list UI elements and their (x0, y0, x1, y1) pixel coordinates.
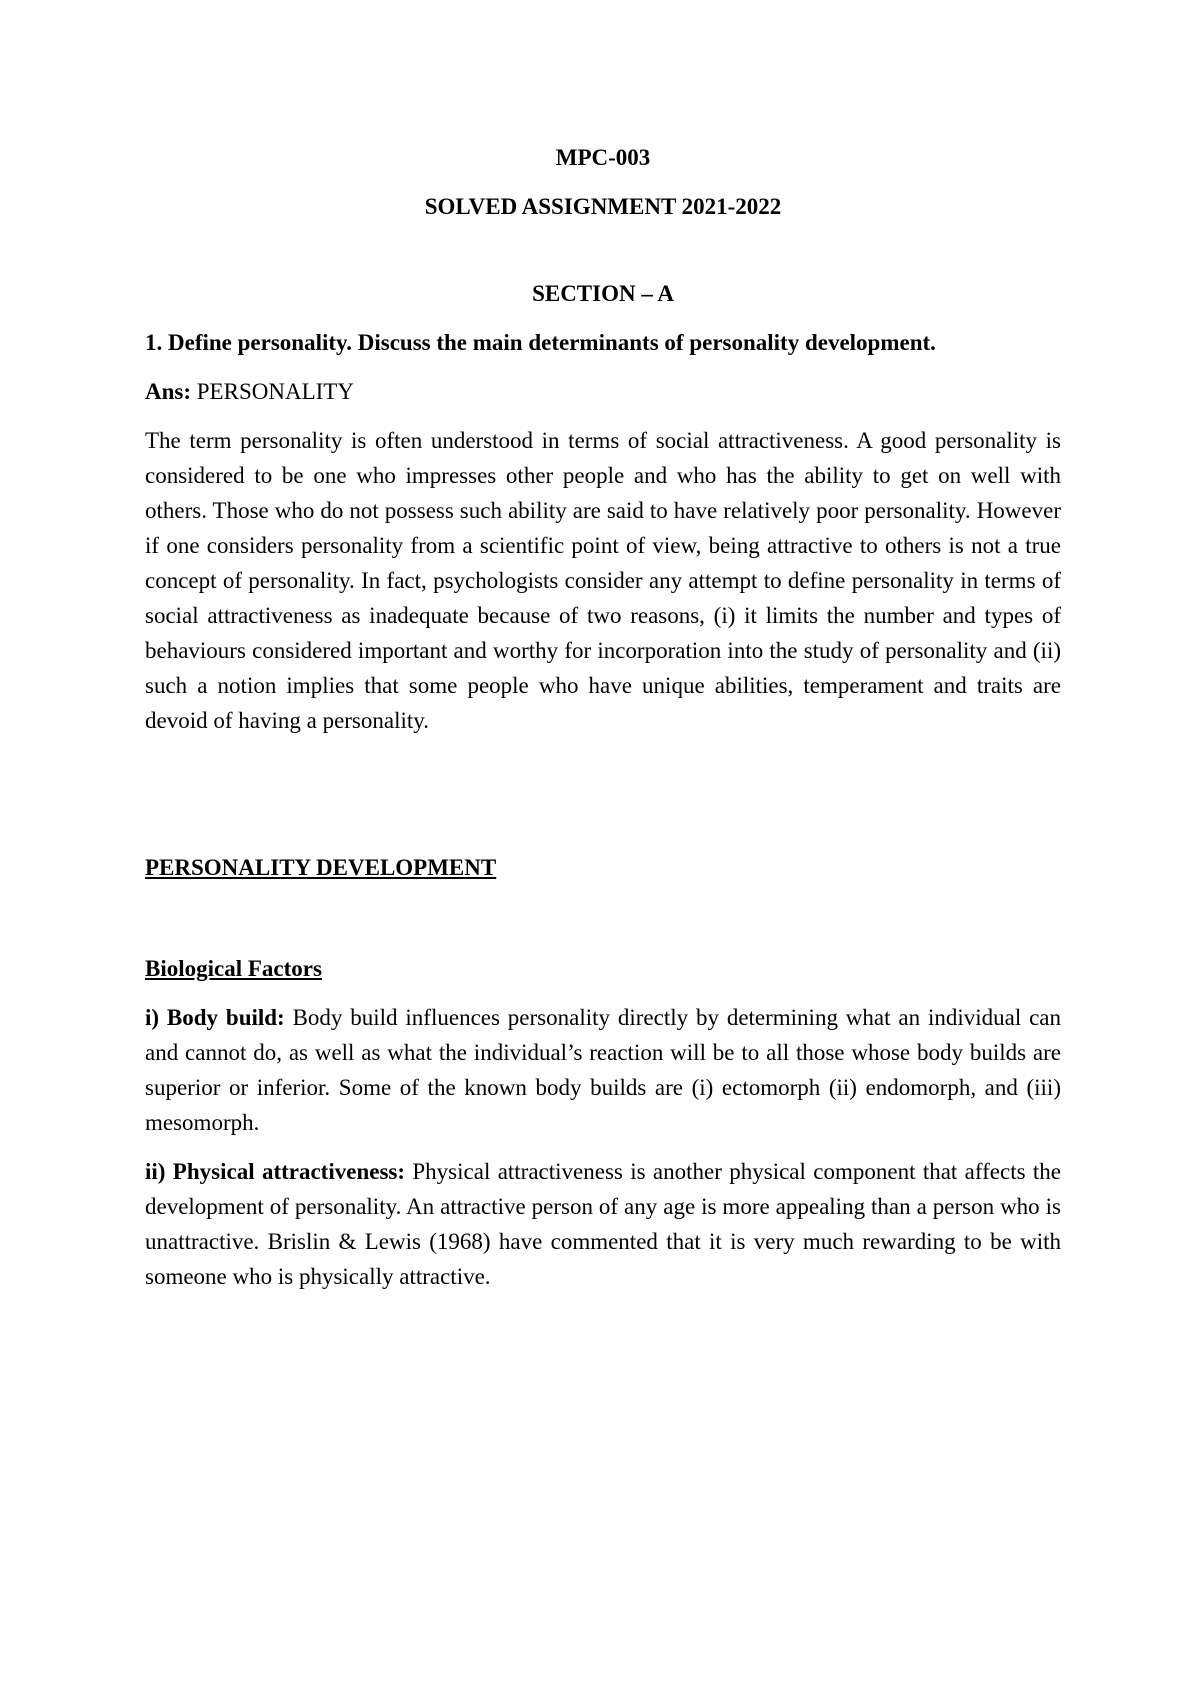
development-heading: PERSONALITY DEVELOPMENT (145, 855, 497, 880)
document-title: MPC-003 (555, 145, 651, 170)
factor-label: ii) Physical attractiveness: (145, 1159, 406, 1184)
question-text: 1. Define personality. Discuss the main determinants of personality development. (145, 330, 936, 355)
biological-heading: Biological Factors (145, 956, 322, 981)
section-heading: SECTION – A (532, 281, 674, 306)
document-subtitle: SOLVED ASSIGNMENT 2021-2022 (424, 194, 782, 219)
factor-physical-attractiveness (145, 1154, 1061, 1294)
factor-label: i) Body build: (145, 1005, 285, 1030)
document-page (145, 140, 1061, 1308)
factor-text: Physical attractiveness is another physical component that affects the development of personality. An attractive person of any age is more appealing than a person who is unattractive. Brislin & Lewis (1968) have commented that it is very much rewarding to be with someone who is physically attractive. (145, 1159, 1062, 1289)
intro-paragraph: The term personality is often understood in terms of social attractiveness. A good personality is considered to be one who impresses other people and who has the ability to get on well with others. Those who do not possess such ability are said to have relatively poor personality. However if one considers personality from a scientific point of view, being attractive to others is not a true concept of personality. In fact, psychologists consider any attempt to define personality in terms of social attractiveness as inadequate because of two reasons, (i) it limits the number and types of behaviours considered important and worthy for incorporation into the study of personality and (ii) such a notion implies that some people who have unique abilities, temperament and traits are devoid of having a personality. (145, 428, 1061, 733)
answer-heading (145, 374, 1061, 409)
factor-body-build (145, 1000, 1061, 1140)
factor-text: Body build influences personality directly by determining what an individual can and cannot do, as well as what the individual’s reaction will be to all those whose body builds are superior or inferior. Some of the known body builds are (i) ectomorph (ii) endomorph, and (iii) mesomorph. (145, 1005, 1061, 1135)
answer-prefix: Ans: (145, 379, 192, 404)
answer-heading-label: PERSONALITY (196, 379, 354, 404)
